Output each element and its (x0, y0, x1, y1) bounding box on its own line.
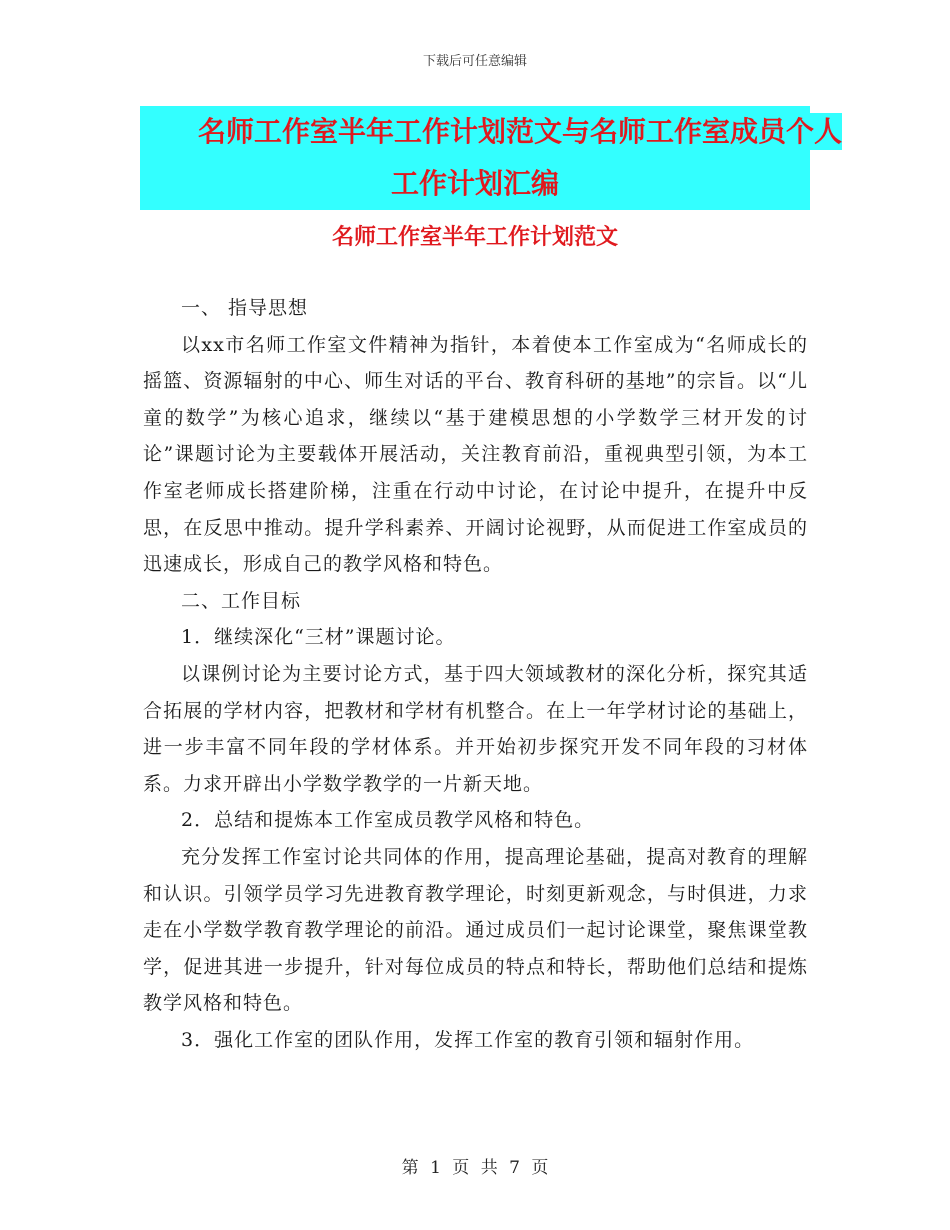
goal-2-heading: 2．总结和提炼本工作室成员教学风格和特色。 (181, 809, 595, 832)
heading-work-goals: 二、工作目标 (181, 589, 302, 612)
document-title (140, 106, 843, 210)
document-title-line-1: 名师工作室半年工作计划范文与名师工作室成员个人 (198, 115, 843, 148)
goal-3-heading: 3．强化工作室的团队作用，发挥工作室的教育引领和辐射作用。 (181, 1028, 755, 1051)
header-note: 下载后可任意编辑 (422, 54, 527, 69)
goal-1-heading: 1．继续深化“三材”课题讨论。 (181, 626, 456, 649)
heading-guiding-ideology: 一、 指导思想 (181, 297, 309, 319)
goal-2-paragraph: 充分发挥工作室讨论共同体的作用，提高理论基础，提高对教育的理解和认识。引领学员学习先进教育教学理论，时刻更新观念，与时俱进，力求走在小学数学教育教学理论的前沿。通过成员们一起讨论课堂，聚焦课堂教学，促进其进一步提升，针对每位成员的特点和特长，帮助他们总结和提炼教学风格和特色。 (143, 845, 808, 1015)
document-body (143, 290, 808, 1058)
section-title: 名师工作室半年工作计划范文 (331, 224, 618, 250)
page-number: 第 1 页 共 7 页 (401, 1158, 549, 1178)
goal-1-paragraph: 以课例讨论为主要讨论方式，基于四大领域教材的深化分析，探究其适合拓展的学材内容，把教材和学材有机整合。在上一年学材讨论的基础上，进一步丰富不同年段的学材体系。并开始初步探究开发不同年段的习材体系。力求开辟出小学数学教学的一片新天地。 (143, 662, 808, 795)
document-title-line-2: 工作计划汇编 (390, 167, 559, 200)
paragraph-guiding-ideology: 以xx市名师工作室文件精神为指针，本着使本工作室成为“名师成长的摇篮、资源辐射的中心、师生对话的平台、教育科研的基地”的宗旨。以“儿童的数学”为核心追求，继续以“基于建模思想的小学数学三材开发的讨论”课题讨论为主要载体开展活动，关注教育前沿，重视典型引领，为本工作室老师成长搭建阶梯，注重在行动中讨论，在讨论中提升，在提升中反思，在反思中推动。提升学科素养、开阔讨论视野，从而促进工作室成员的迅速成长，形成自己的教学风格和特色。 (143, 333, 808, 576)
